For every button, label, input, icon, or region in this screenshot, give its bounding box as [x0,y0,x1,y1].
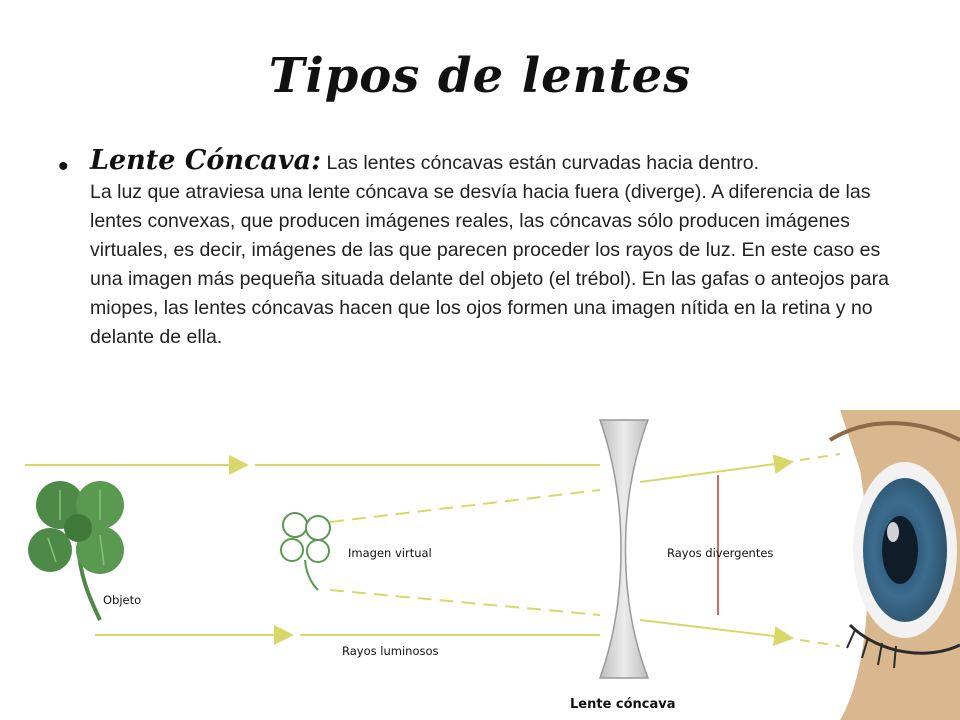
eye-icon [830,410,960,720]
label-virtual-image: Imagen virtual [348,546,432,560]
label-object: Objeto [103,593,142,607]
slide-title: Tipos de lentes [268,48,692,104]
label-divergent-rays: Rayos divergentes [667,546,774,560]
label-rays: Rayos luminosos [342,644,439,658]
bullet-dot: • [58,150,69,183]
concave-lens-diagram [0,410,960,720]
label-concave-lens: Lente cóncava [570,697,676,712]
concave-lens-shape [600,420,648,678]
bullet-lead: Las lentes cóncavas están curvadas hacia dentro. [321,152,759,174]
bullet-body: La luz que atraviesa una lente cóncava se desvía hacia fuera (diverge). A diferencia de las lentes convexas, que producen imágenes reales, las cóncavas sólo producen imágenes virtuales, es decir, imágenes de las que parecen proceder los rayos de luz. En este caso es una imagen más pequeña situada delante del objeto (el trébol). En las gafas o anteojos para miopes, las lentes cóncavas hacen que los ojos formen una imagen nítida en la retina y no delante de ella. [90,181,889,348]
bullet-text [90,146,906,352]
divergent-dash-tail [800,454,840,646]
bullet-term: Lente Cóncava: [90,145,322,176]
clover-virtual-image-icon [281,513,330,590]
